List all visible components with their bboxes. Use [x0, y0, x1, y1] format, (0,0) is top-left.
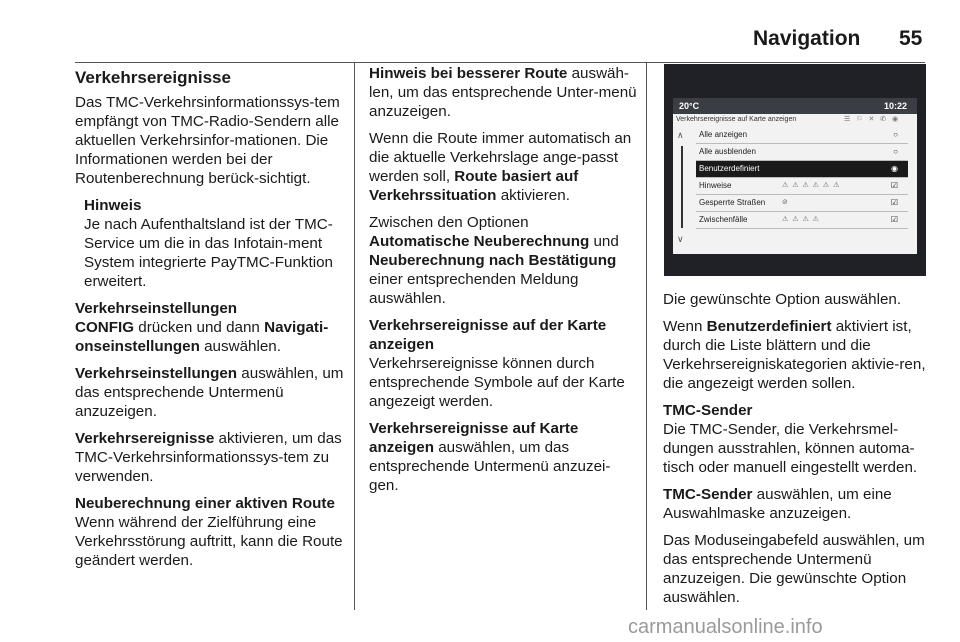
screen-option-label: Alle anzeigen	[699, 130, 748, 139]
menu-ref: TMC-Sender	[663, 486, 753, 503]
text: aktiviert ist, durch die Liste blättern und die Verkehrsereigniskategorien aktivie-ren, die angezeigt werden sollen.	[663, 318, 926, 392]
screen-option-row	[696, 144, 908, 161]
note-box	[75, 196, 345, 291]
text: Wenn die Route immer automatisch an die aktuelle Verkehrslage ange-passt werden soll,	[369, 130, 632, 185]
menu-ref: Verkehrsereignisse	[75, 430, 215, 447]
menu-ref: Neuberechnung nach Bestätigung	[369, 252, 617, 269]
paragraph: Das TMC-Verkehrsinformationssys-tem empfängt von TMC-Radio-Sendern alle aktuellen Verkehrsinfor-mationen. Die Informationen werden bei der Routenberechnung berück-sichtigt.	[75, 94, 340, 187]
paragraph	[369, 316, 637, 354]
subheading: TMC-Sender	[663, 402, 753, 419]
paragraph: Verkehrsereignisse können durch entsprechende Symbole auf der Karte angezeigt werden.	[369, 355, 625, 410]
menu-ref: Automatische Neuberechnung	[369, 233, 590, 250]
option-state-icon: ○	[893, 130, 898, 139]
paragraph	[75, 299, 345, 318]
option-state-icon: ☑	[890, 215, 898, 224]
paragraph	[369, 419, 637, 495]
paragraph	[75, 494, 345, 513]
note-text: Je nach Aufenthaltsland ist der TMC-Service um die in das Infotain-ment System integrierte PayTMC-Funktion erweitert.	[84, 216, 333, 290]
menu-ref: Route basiert auf Verkehrssituation	[369, 168, 579, 204]
infotainment-screenshot	[664, 64, 926, 276]
paragraph	[75, 364, 345, 421]
scroll-up-icon: ∧	[677, 130, 684, 140]
screen-option-label: Benutzerdefiniert	[699, 164, 760, 173]
scrollbar	[681, 146, 683, 228]
screen-option-label: Gesperrte Straßen	[699, 198, 766, 207]
text: auswählen, um das entsprechende Untermenü anzuzei-gen.	[369, 439, 611, 494]
screen-option-row	[696, 195, 908, 212]
text: aktivieren.	[496, 187, 570, 204]
text: und	[589, 233, 619, 250]
scroll-down-icon: ∨	[677, 234, 684, 244]
page-number: 55	[899, 27, 923, 50]
paragraph	[663, 401, 931, 420]
column-2	[369, 64, 637, 503]
menu-ref: Navigati-onseinstellungen	[75, 319, 329, 355]
screen-option-label: Zwischenfälle	[699, 215, 748, 224]
menu-ref: Verkehrsereignisse auf Karte anzeigen	[369, 420, 579, 456]
screen-option-row	[696, 127, 908, 144]
paragraph	[369, 129, 637, 205]
traffic-symbol-icons: ⚠ ⚠ ⚠ ⚠ ⚠ ⚠	[782, 182, 841, 189]
screen-option-label: Hinweise	[699, 181, 732, 190]
screen-menu-title: Verkehrsereignisse auf Karte anzeigen	[676, 116, 797, 123]
text: einer entsprechenden Meldung auswählen.	[369, 271, 579, 307]
text: auswählen, um das entsprechende Untermenü anzuzeigen.	[75, 365, 344, 420]
column-3	[663, 290, 931, 615]
traffic-symbol-icons: ⊘	[782, 199, 789, 206]
column-divider-2	[646, 62, 647, 610]
option-state-icon: ☑	[890, 181, 898, 190]
traffic-symbol-icons: ⚠ ⚠ ⚠ ⚠	[782, 216, 820, 223]
option-state-icon: ○	[893, 147, 898, 156]
section-heading: Verkehrsereignisse	[75, 68, 231, 87]
option-state-icon: ◉	[891, 164, 898, 173]
text: aktivieren, um das TMC-Verkehrsinformationssys-tem zu verwenden.	[75, 430, 342, 485]
screen-clock: 10:22	[883, 101, 907, 111]
screen-status-bar	[673, 98, 917, 114]
subheading: Neuberechnung einer aktiven Route	[75, 495, 335, 512]
paragraph	[369, 213, 637, 308]
config-key: CONFIG	[75, 319, 135, 336]
screen-status-icons: ☰ ⚐ ✕ ✆ ◉	[844, 116, 901, 123]
paragraph: Die gewünschte Option auswählen.	[663, 291, 902, 308]
paragraph: Die TMC-Sender, die Verkehrsmel-dungen ausstrahlen, können automa-tisch oder manuell eingestellt werden.	[663, 421, 918, 476]
screen-option-row	[696, 212, 908, 229]
paragraph: Wenn während der Zielführung eine Verkehrsstörung auftritt, kann die Route geändert werden.	[75, 514, 343, 569]
text: auswählen.	[199, 338, 281, 355]
menu-ref: Benutzerdefiniert	[706, 318, 832, 335]
screen-temperature: 20°C	[679, 101, 700, 111]
paragraph	[663, 317, 931, 393]
watermark: carmanualsonline.info	[628, 616, 823, 638]
text: auswählen, um eine Auswahlmaske anzuzeigen.	[663, 486, 892, 522]
paragraph	[663, 485, 931, 523]
paragraph	[369, 64, 637, 121]
paragraph: Das Moduseingabefeld auswählen, um das entsprechende Untermenü anzuzeigen. Die gewünschte Option auswählen.	[663, 532, 925, 606]
screen-option-row	[696, 161, 908, 178]
text: drücken und dann	[134, 319, 265, 336]
screen-option-row	[696, 178, 908, 195]
subheading: Verkehrsereignisse auf der Karte anzeigen	[369, 317, 607, 353]
text: auswäh-len, um das entsprechende Unter-menü anzuzeigen.	[369, 65, 637, 120]
subheading: Verkehrseinstellungen	[75, 300, 238, 317]
paragraph	[75, 318, 345, 356]
note-title: Hinweis	[84, 197, 142, 214]
column-divider-1	[354, 62, 355, 610]
menu-ref: Hinweis bei besserer Route	[369, 65, 568, 82]
screen-option-list	[696, 127, 908, 229]
text: Wenn	[663, 318, 707, 335]
column-1	[75, 64, 345, 578]
header-divider	[75, 62, 925, 63]
text: Zwischen den Optionen	[369, 214, 529, 231]
section-title: Navigation	[753, 27, 861, 50]
option-state-icon: ☑	[890, 198, 898, 207]
screen-option-label: Alle ausblenden	[699, 147, 756, 156]
paragraph	[75, 429, 345, 486]
page-header	[0, 0, 960, 62]
menu-ref: Verkehrseinstellungen	[75, 365, 238, 382]
